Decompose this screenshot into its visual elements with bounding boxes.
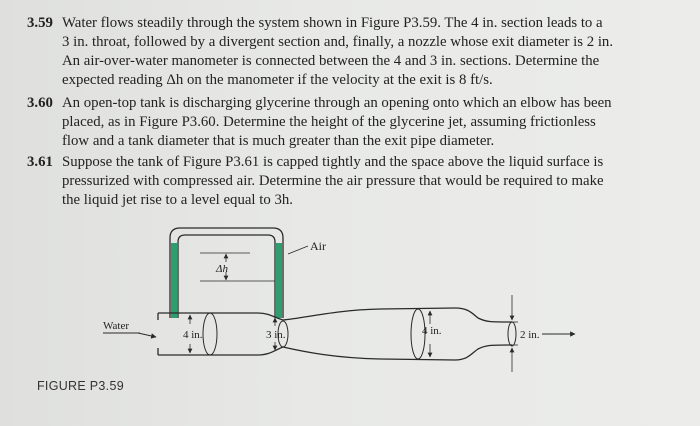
pipe-system [158,308,516,360]
dim-4in-left-label: 4 in. [183,329,203,341]
pipe-outline-top [158,308,512,322]
pipe-outline-bottom [158,345,512,360]
dim-2in-label: 2 in. [520,329,540,341]
water-label: Water [103,320,129,332]
manometer-tube-inner [178,235,275,318]
dim-4in-right-label: 4 in. [422,325,442,337]
dim-3in-label: 3 in. [266,329,286,341]
problem-line: An air-over-water manometer is connected between the 4 and 3 in. sections. Determine the [62,53,600,69]
problem-line: placed, as in Figure P3.60. Determine the height of the glycerine jet, assuming frictionless [62,114,596,130]
delta-h-label: Δh [216,263,228,275]
section-2in [508,322,516,346]
problem-number: 3.61 [27,154,53,170]
figure-caption: FIGURE P3.59 [37,379,124,393]
air-leader [288,246,308,254]
problem-line: pressurized with compressed air. Determine the air pressure that would be required to make [62,173,604,189]
problem-line: 3 in. throat, followed by a divergent section and, finally, a nozzle whose exit diameter is 2 in. [62,34,614,50]
problem-line: flow and a tank diameter that is much greater than the exit pipe diameter. [62,133,495,149]
problem-number: 3.60 [27,95,53,111]
problem-number: 3.59 [27,15,53,31]
manometer-left-water [171,243,177,318]
problem-line: the liquid jet rise to a level equal to 3h. [62,192,293,208]
problem-line: Suppose the tank of Figure P3.61 is capped tightly and the space above the liquid surface is [62,154,604,170]
manometer [170,228,326,318]
manometer-right-water [276,243,282,318]
section-4in-left [203,313,217,355]
problem-line: An open-top tank is discharging glycerine through an opening onto which an elbow has been [62,95,612,111]
problem-line: expected reading Δh on the manometer if the velocity at the exit is 8 ft/s. [62,72,493,88]
water-inlet-arrow [138,333,156,337]
air-label: Air [310,239,326,253]
problem-line: Water flows steadily through the system shown in Figure P3.59. The 4 in. section leads to a [62,15,603,31]
